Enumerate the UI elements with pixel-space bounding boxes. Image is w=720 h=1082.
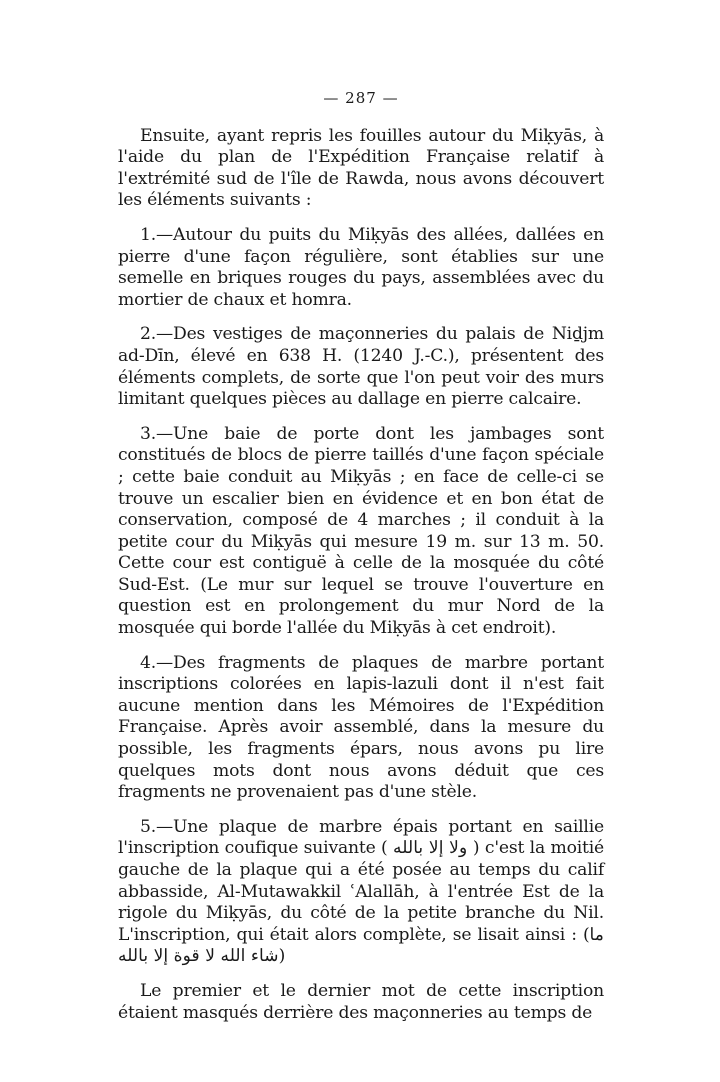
paragraph-item-1: 1.—Autour du puits du Miḳyās des allées, dallées en pierre d'une façon régulière, sont établies sur une semelle en briques rouges du pays, assemblées avec du mortier de chaux et homra.	[118, 224, 604, 310]
page	[118, 88, 604, 1037]
paragraph-item-2: 2.—Des vestiges de maçonneries du palais de Niḏjm ad-Dīn, élevé en 638 H. (1240 J.-C.), présentent des éléments complets, de sorte que l'on peut voir des murs limitant quelques pièces au dallage en pierre calcaire.	[118, 324, 604, 410]
page-number: — 287 —	[323, 89, 399, 107]
paragraph-item-5: 5.—Une plaque de marbre épais portant en saillie l'inscription coufique suivante ( ولا إلا بالله ) c'est la moitié gauche de la plaque qui a été posée au temps du calif abbasside, Al-Mutawakkil ʿAlallāh, à l'entrée Est de la rigole du Miḳyās, du côté de la petite branche du Nil. L'inscription, qui était alors complète, se lisait ainsi : (ما شاء الله لا قوة إلا بالله)	[118, 816, 604, 967]
paragraph-item-3: 3.—Une baie de porte dont les jambages sont constitués de blocs de pierre taillés d'une façon spéciale ; cette baie conduit au Miḳyās ; en face de celle-ci se trouve un escalier bien en évidence et en bon état de conservation, composé de 4 marches ; il conduit à la petite cour du Miḳyās qui mesure 19 m. sur 13 m. 50. Cette cour est contiguë à celle de la mosquée du côté Sud-Est. (Le mur sur lequel se trouve l'ouverture en question est en prolongement du mur Nord de la mosquée qui borde l'allée du Miḳyās à cet endroit).	[118, 423, 604, 639]
paragraph-item-4: 4.—Des fragments de plaques de marbre portant inscriptions colorées en lapis-lazuli dont il n'est fait aucune mention dans les Mémoires de l'Expédition Française. Après avoir assemblé, dans la mesure du possible, les fragments épars, nous avons pu lire quelques mots dont nous avons déduit que ces fragments ne provenaient pas d'une stèle.	[118, 652, 604, 803]
paragraph-intro: Ensuite, ayant repris les fouilles autour du Miḳyās, à l'aide du plan de l'Expédition Française relatif à l'extrémité sud de l'île de Rawda, nous avons découvert les éléments suivants :	[118, 125, 604, 211]
paragraph-closing: Le premier et le dernier mot de cette inscription étaient masqués derrière des maçonneries au temps de	[118, 980, 604, 1023]
